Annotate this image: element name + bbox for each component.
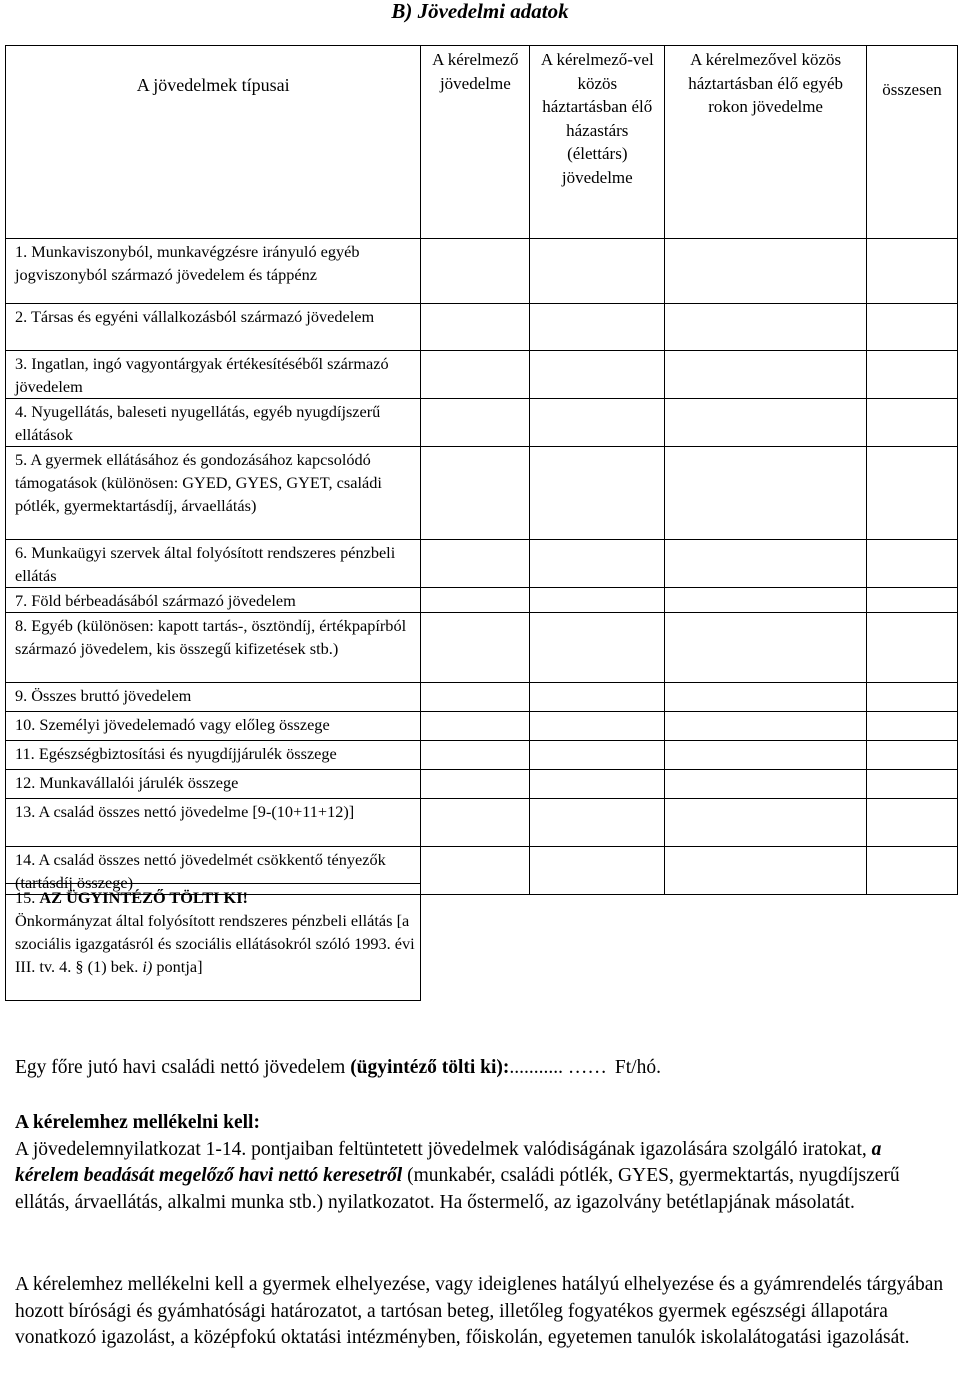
cell-total[interactable]	[867, 847, 958, 895]
income-table	[5, 45, 958, 895]
cell-relatives[interactable]	[665, 540, 867, 588]
cell-applicant[interactable]	[421, 239, 530, 304]
attachments-block	[15, 1110, 945, 1216]
header-applicant-income: A kérelmező jövedelme	[421, 46, 530, 239]
cell-spouse[interactable]	[530, 304, 665, 351]
per-capita-dots[interactable]: ...........	[509, 1057, 564, 1078]
header-income-types: A jövedelmek típusai	[6, 46, 421, 239]
row-15-italic: i)	[142, 957, 153, 976]
row-label-12: 12. Munkavállalói járulék összege	[6, 770, 421, 799]
table-row	[6, 540, 958, 588]
row-label-13: 13. A család összes nettó jövedelme [9-(10+11+12)]	[6, 799, 421, 847]
cell-total[interactable]	[867, 540, 958, 588]
table-row	[6, 447, 958, 540]
table-header-row	[6, 46, 958, 239]
cell-spouse[interactable]	[530, 588, 665, 613]
cell-total[interactable]	[867, 799, 958, 847]
cell-applicant[interactable]	[421, 399, 530, 447]
cell-spouse[interactable]	[530, 351, 665, 399]
cell-relatives[interactable]	[665, 239, 867, 304]
cell-spouse[interactable]	[530, 239, 665, 304]
table-row	[6, 712, 958, 741]
table-row	[6, 588, 958, 613]
cell-relatives[interactable]	[665, 588, 867, 613]
cell-relatives[interactable]	[665, 770, 867, 799]
cell-total[interactable]	[867, 712, 958, 741]
cell-spouse[interactable]	[530, 540, 665, 588]
row-label-1: 1. Munkaviszonyból, munkavégzésre irányuló egyéb jogviszonyból származó jövedelem és táppénz	[6, 239, 421, 304]
table-row	[6, 683, 958, 712]
attachments-text	[15, 1137, 945, 1217]
attachments-text-b: (munkabér, családi pótlék, GYES, gyermektartás, nyugdíjszerű ellátás, árvaellátás, alkalmi munka stb.) nyilatkozatot. Ha őstermelő, az igazolvány betétlapjának másolatát.	[15, 1165, 900, 1213]
row-label-5: 5. A gyermek ellátásához és gondozásához kapcsolódó támogatások (különösen: GYED, GYES, GYET, családi pótlék, gyermektartásdíj, árvaellátás)	[6, 447, 421, 540]
row-15-heading: AZ ÜGYINTÉZŐ TÖLTI KI!	[39, 888, 248, 907]
cell-applicant[interactable]	[421, 770, 530, 799]
cell-relatives[interactable]	[665, 613, 867, 683]
cell-total[interactable]	[867, 683, 958, 712]
cell-relatives[interactable]	[665, 351, 867, 399]
attachments-text-a: A jövedelemnyilatkozat 1-14. pontjaiban feltüntetett jövedelmek valódiságának igazolására szolgáló iratokat,	[15, 1138, 872, 1160]
row-label-4: 4. Nyugellátás, baleseti nyugellátás, egyéb nyugdíjszerű ellátások	[6, 399, 421, 447]
cell-relatives[interactable]	[665, 447, 867, 540]
cell-applicant[interactable]	[421, 741, 530, 770]
cell-spouse[interactable]	[530, 712, 665, 741]
cell-relatives[interactable]	[665, 399, 867, 447]
cell-applicant[interactable]	[421, 447, 530, 540]
cell-total[interactable]	[867, 351, 958, 399]
cell-spouse[interactable]	[530, 770, 665, 799]
cell-relatives[interactable]	[665, 304, 867, 351]
cell-spouse[interactable]	[530, 683, 665, 712]
cell-applicant[interactable]	[421, 683, 530, 712]
row-label-7: 7. Föld bérbeadásából származó jövedelem	[6, 588, 421, 613]
table-row	[6, 304, 958, 351]
cell-applicant[interactable]	[421, 613, 530, 683]
cell-total[interactable]	[867, 741, 958, 770]
row-label-10: 10. Személyi jövedelemadó vagy előleg összege	[6, 712, 421, 741]
table-row	[6, 239, 958, 304]
row-label-9: 9. Összes bruttó jövedelem	[6, 683, 421, 712]
attachments-bold-italic: a kérelem beadását megelőző havi nettó keresetről	[15, 1138, 882, 1186]
row-label-11: 11. Egészségbiztosítási és nyugdíjjárulék összege	[6, 741, 421, 770]
cell-applicant[interactable]	[421, 799, 530, 847]
row-label-3: 3. Ingatlan, ingó vagyontárgyak értékesítéséből származó jövedelem	[6, 351, 421, 399]
cell-relatives[interactable]	[665, 799, 867, 847]
cell-total[interactable]	[867, 588, 958, 613]
table-row	[6, 741, 958, 770]
header-relatives-income: A kérelmezővel közös háztartásban élő egyéb rokon jövedelme	[665, 46, 867, 239]
cell-applicant[interactable]	[421, 588, 530, 613]
row-15-number: 15.	[15, 888, 40, 907]
row-label-2: 2. Társas és egyéni vállalkozásból származó jövedelem	[6, 304, 421, 351]
header-total: összesen	[867, 46, 958, 239]
cell-total[interactable]	[867, 399, 958, 447]
cell-spouse[interactable]	[530, 741, 665, 770]
attachments-heading: A kérelemhez mellékelni kell:	[15, 1112, 260, 1133]
cell-spouse[interactable]	[530, 613, 665, 683]
row-label-8: 8. Egyéb (különösen: kapott tartás-, ösztöndíj, értékpapírból származó jövedelem, kis összegű kifizetések stb.)	[6, 613, 421, 683]
cell-relatives[interactable]	[665, 683, 867, 712]
cell-total[interactable]	[867, 447, 958, 540]
per-capita-unit: Ft/hó.	[614, 1057, 661, 1078]
cell-spouse[interactable]	[530, 399, 665, 447]
per-capita-bold: (ügyintéző tölti ki):	[350, 1057, 510, 1078]
cell-total[interactable]	[867, 239, 958, 304]
cell-relatives[interactable]	[665, 847, 867, 895]
row-label-6: 6. Munkaügyi szervek által folyósított rendszeres pénzbeli ellátás	[6, 540, 421, 588]
table-row	[6, 770, 958, 799]
cell-total[interactable]	[867, 613, 958, 683]
cell-spouse[interactable]	[530, 447, 665, 540]
cell-applicant[interactable]	[421, 540, 530, 588]
row-15-text-end: pontja]	[152, 957, 203, 976]
cell-spouse[interactable]	[530, 799, 665, 847]
per-capita-text: Egy főre jutó havi családi nettó jövedelem	[15, 1057, 351, 1078]
cell-applicant[interactable]	[421, 304, 530, 351]
table-row	[6, 613, 958, 683]
row-15-cell	[6, 884, 421, 1001]
cell-applicant[interactable]	[421, 712, 530, 741]
cell-spouse[interactable]	[530, 847, 665, 895]
per-capita-line: Egy főre jutó havi családi nettó jövedelem (ügyintéző tölti ki):........... …… Ft/hó.	[15, 1057, 661, 1078]
custody-paragraph: A kérelemhez mellékelni kell a gyermek elhelyezése, vagy ideiglenes hatályú elhelyezése és a gyámrendelés tárgyában hozott bírósági és gyámhatósági határozatot, a tartósan beteg, illetőleg fogyatékos gyermek egészségi állapotára vonatkozó igazolást, a középfokú oktatási intézményben, főiskolán, egyetemen tanulók iskolalátogatási igazolását.	[15, 1274, 944, 1348]
table-row	[6, 399, 958, 447]
cell-relatives[interactable]	[665, 712, 867, 741]
row-15-text: Önkormányzat által folyósított rendszeres pénzbeli ellátás [a szociális igazgatásról és szociális ellátásokról szóló 1993. évi III. tv. 4. § (1) bek.	[15, 911, 415, 976]
header-spouse-income: A kérelmező-vel közös háztartásban élő házastárs (élettárs) jövedelme	[530, 46, 665, 239]
cell-relatives[interactable]	[665, 741, 867, 770]
cell-applicant[interactable]	[421, 351, 530, 399]
row-15-box	[5, 883, 421, 1001]
cell-total[interactable]	[867, 770, 958, 799]
cell-applicant[interactable]	[421, 847, 530, 895]
row-label-14: 14. A család összes nettó jövedelmét csökkentő tényezők (tartásdíj összege)	[6, 847, 421, 895]
section-title: B) Jövedelmi adatok	[391, 0, 569, 23]
cell-total[interactable]	[867, 304, 958, 351]
table-row	[6, 351, 958, 399]
table-row	[6, 799, 958, 847]
